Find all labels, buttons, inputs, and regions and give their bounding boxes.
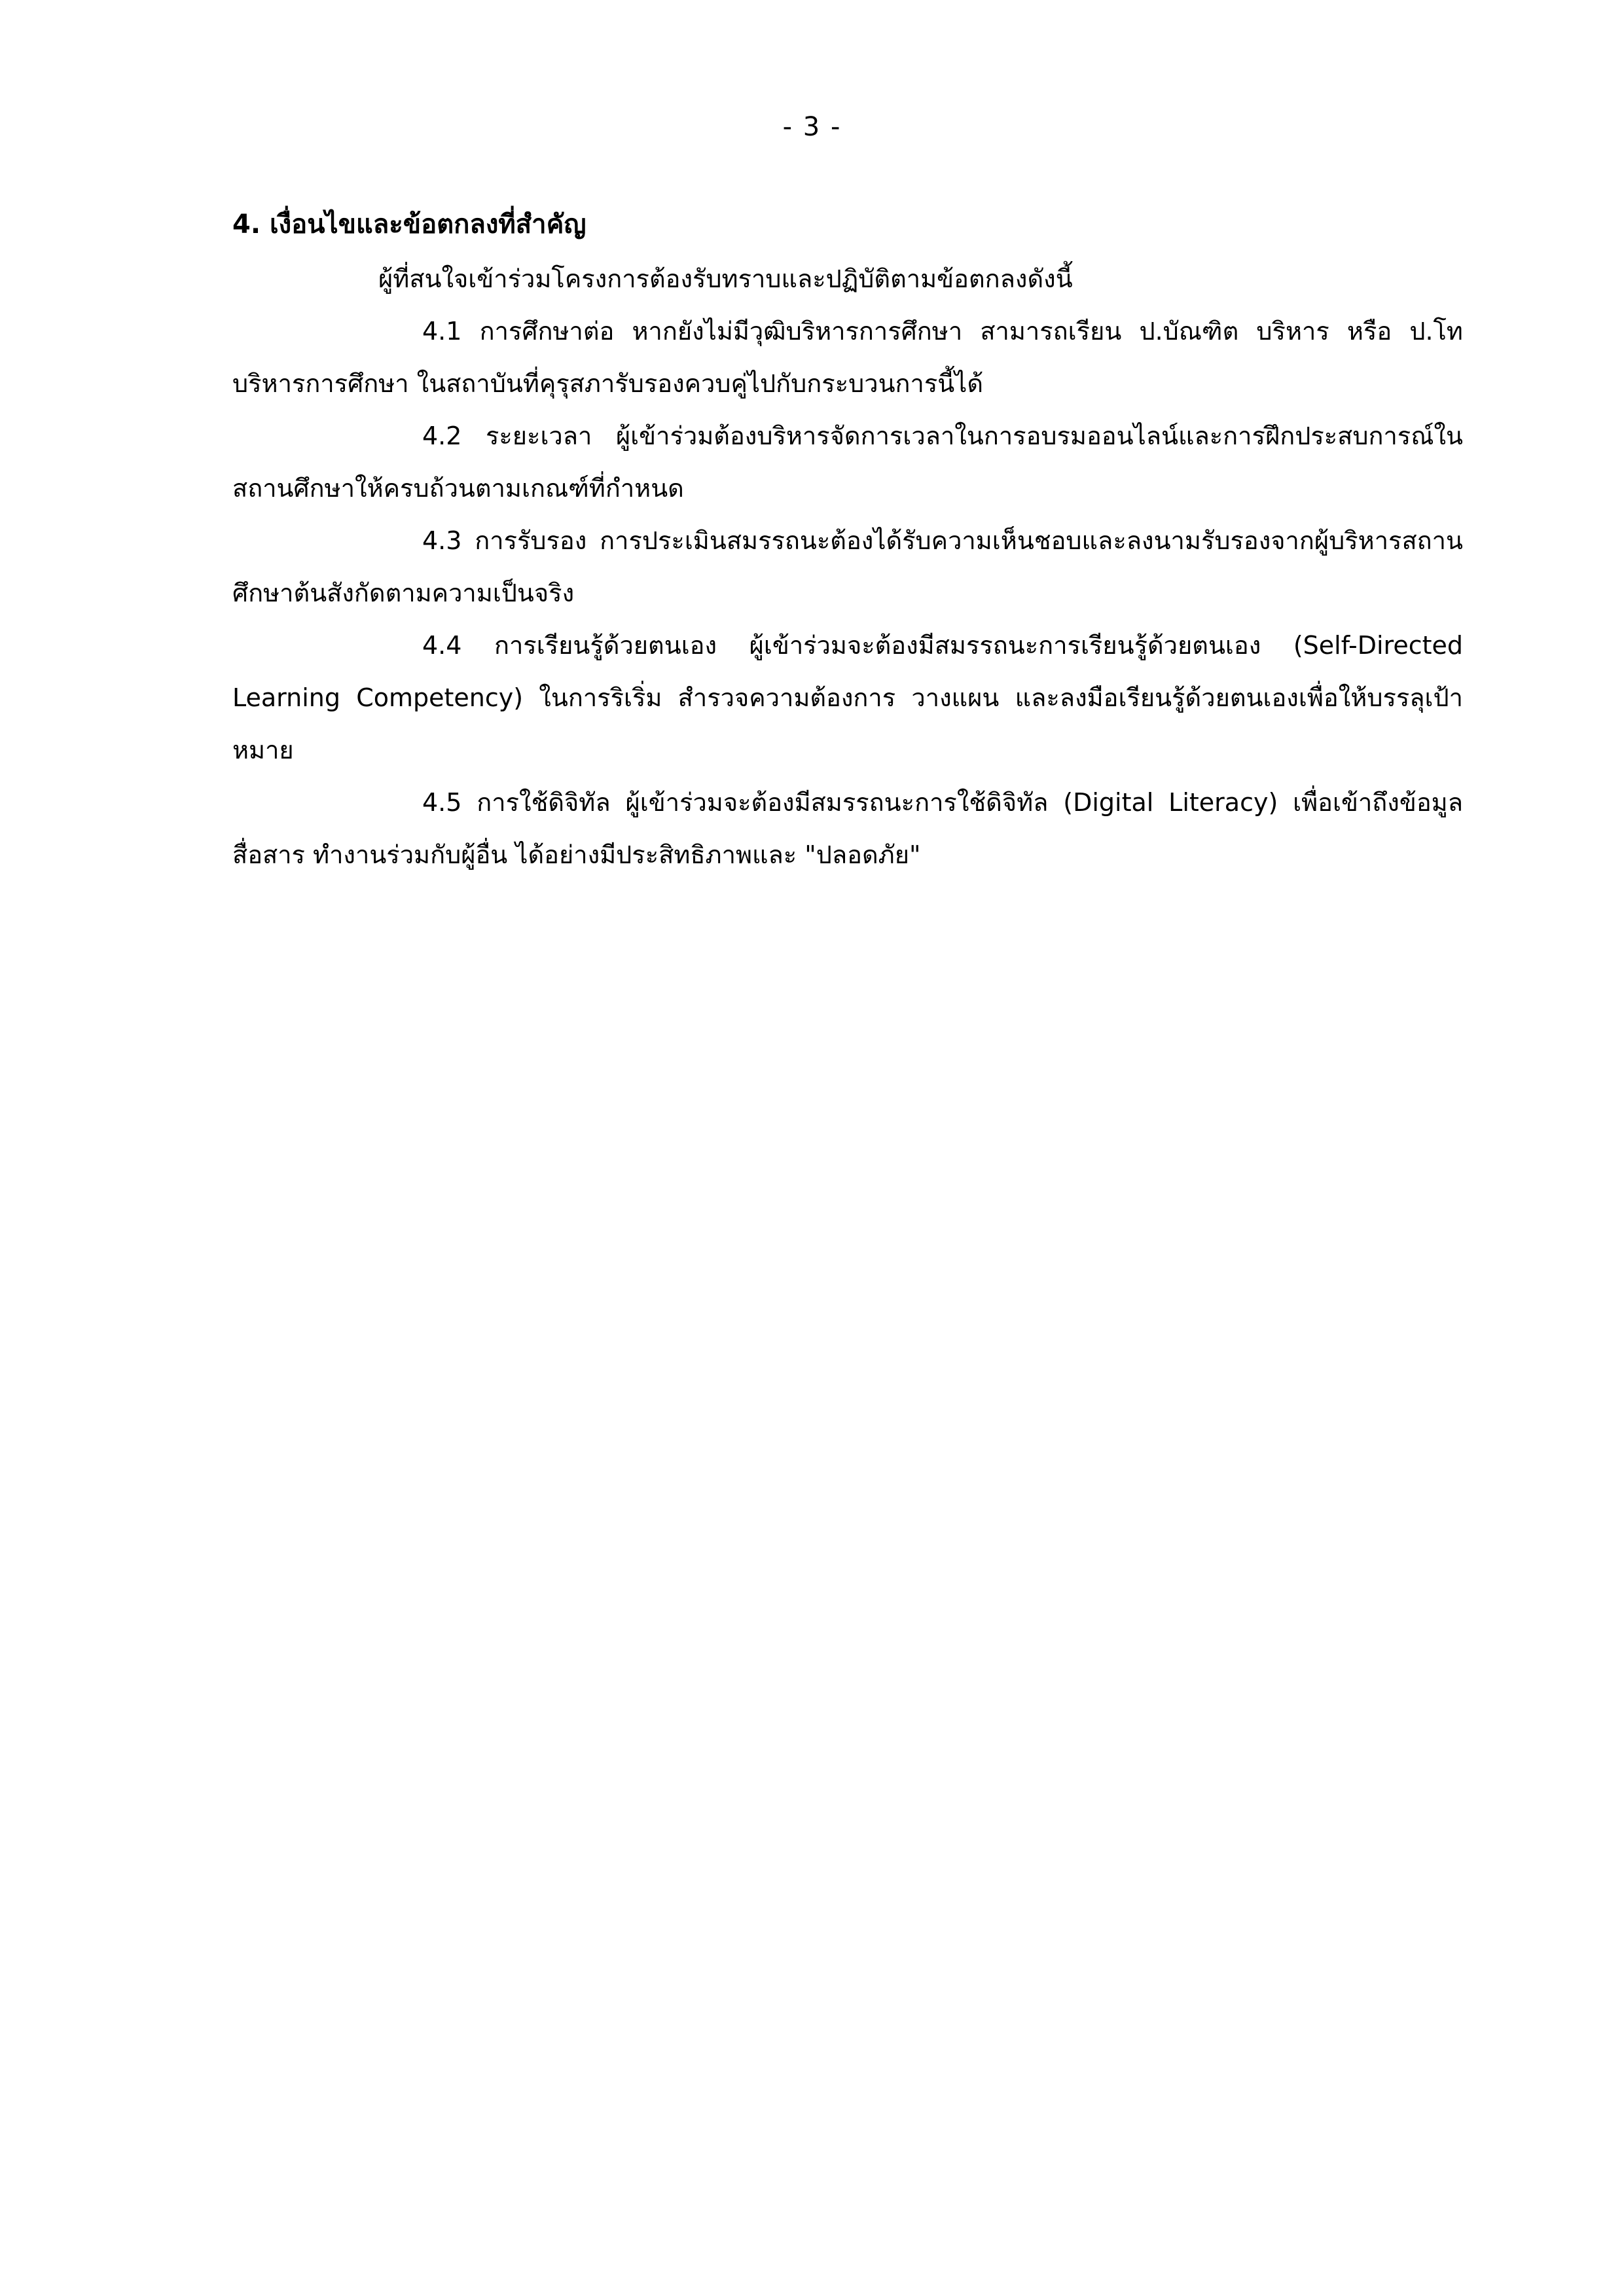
condition-item-4-4: 4.4 การเรียนรู้ด้วยตนเอง ผู้เข้าร่วมจะต้องมีสมรรถนะการเรียนรู้ด้วยตนเอง (Self-Directed Learning Competency) ในการริเริ่ม สำรวจความต้องการ วางแผน และลงมือเรียนรู้ด้วยตนเองเพื่อให้บรรลุเป้าหมาย (232, 631, 1463, 764)
page-number: - 3 - (782, 112, 842, 142)
section-heading: 4. เงื่อนไขและข้อตกลงที่สำคัญ (232, 209, 586, 240)
section-intro: ผู้ที่สนใจเข้าร่วมโครงการต้องรับทราบและปฏิบัติตามข้อตกลงดังนี้ (378, 264, 1073, 293)
condition-item-4-1: 4.1 การศึกษาต่อ หากยังไม่มีวุฒิบริหารการศึกษา สามารถเรียน ป.บัณฑิต บริหาร หรือ ป.โท บริหารการศึกษา ในสถาบันที่คุรุสภารับรองควบคู่ไปกับกระบวนการนี้ได้ (232, 317, 1463, 398)
condition-item-4-2: 4.2 ระยะเวลา ผู้เข้าร่วมต้องบริหารจัดการเวลาในการอบรมออนไลน์และการฝึกประสบการณ์ในสถานศึกษาให้ครบถ้วนตามเกณฑ์ที่กำหนด (232, 422, 1463, 503)
condition-item-4-5: 4.5 การใช้ดิจิทัล ผู้เข้าร่วมจะต้องมีสมรรถนะการใช้ดิจิทัล (Digital Literacy) เพื่อเข้าถึงข้อมูล สื่อสาร ทำงานร่วมกับผู้อื่น ได้อย่างมีประสิทธิภาพและ "ปลอดภัย" (232, 788, 1463, 869)
condition-item-4-3: 4.3 การรับรอง การประเมินสมรรถนะต้องได้รับความเห็นชอบและลงนามรับรองจากผู้บริหารสถานศึกษาต้นสังกัดตามความเป็นจริง (232, 526, 1463, 607)
section-conditions (232, 196, 1463, 881)
